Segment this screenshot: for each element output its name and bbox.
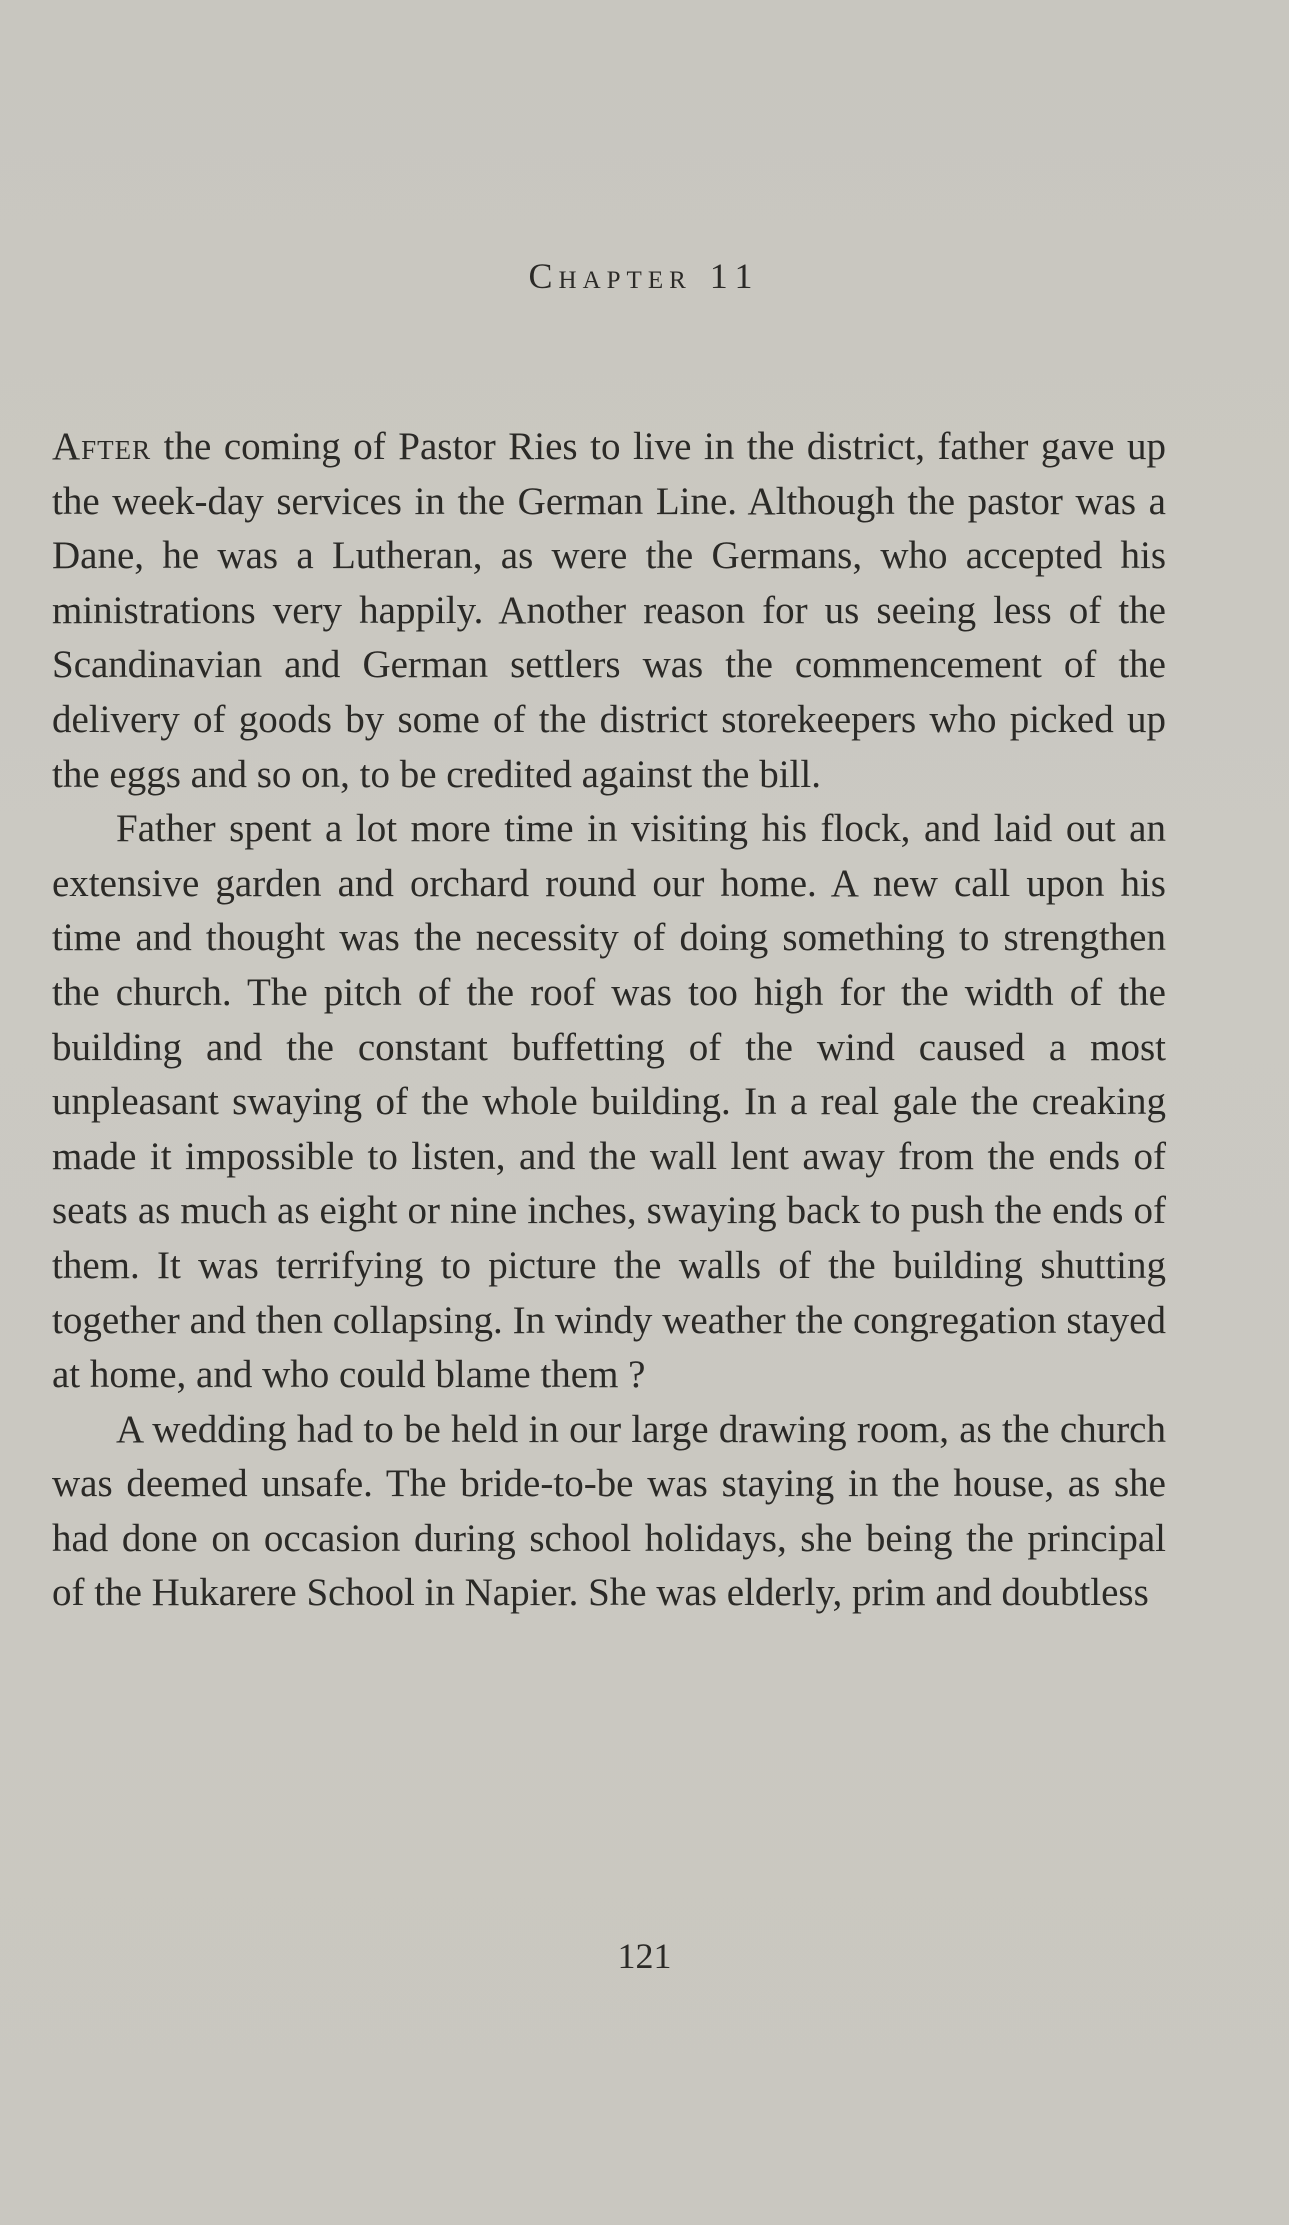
paragraph-1 bbox=[52, 420, 1166, 802]
page-number: 121 bbox=[617, 1936, 672, 1976]
chapter-body bbox=[52, 420, 1166, 1621]
chapter-heading bbox=[0, 255, 1289, 297]
chapter-number: 11 bbox=[709, 256, 761, 296]
paragraph-1-text: the coming of Pastor Ries to live in the district, father gave up the week-day services in the German Line. Although the pastor was a Dane, he was a Lutheran, as were the Germans, who accepted his ministrations very happily. Another reason for us seeing less of the Scandinavian and German settlers was the commencement of the delivery of goods by some of the district storekeepers who picked up the eggs and so on, to be credited against the bill. bbox=[52, 425, 1166, 796]
opening-word: After bbox=[52, 425, 152, 468]
paragraph-3: A wedding had to be held in our large drawing room, as the church was deemed unsafe. The bride-to-be was staying in the house, as she had done on occasion during school holidays, she being the principal of the Hukarere School in Napier. She was elderly, prim and doubtless bbox=[52, 1407, 1166, 1615]
chapter-label: Chapter bbox=[528, 256, 692, 296]
paragraph-2: Father spent a lot more time in visiting his flock, and laid out an extensive garden and orchard round our home. A new call upon his time and thought was the necessity of doing something to strengthen the church. The pitch of the roof was too high for the width of the building and the constant buffetting of the wind caused a most unpleasant swaying of the whole building. In a real gale the creaking made it impossible to listen, and the wall lent away from the ends of seats as much as eight or nine inches, swaying back to push the ends of them. It was terrifying to picture the walls of the building shutting together and then collapsing. In windy weather the congregation stayed at home, and who could blame them ? bbox=[52, 807, 1166, 1397]
